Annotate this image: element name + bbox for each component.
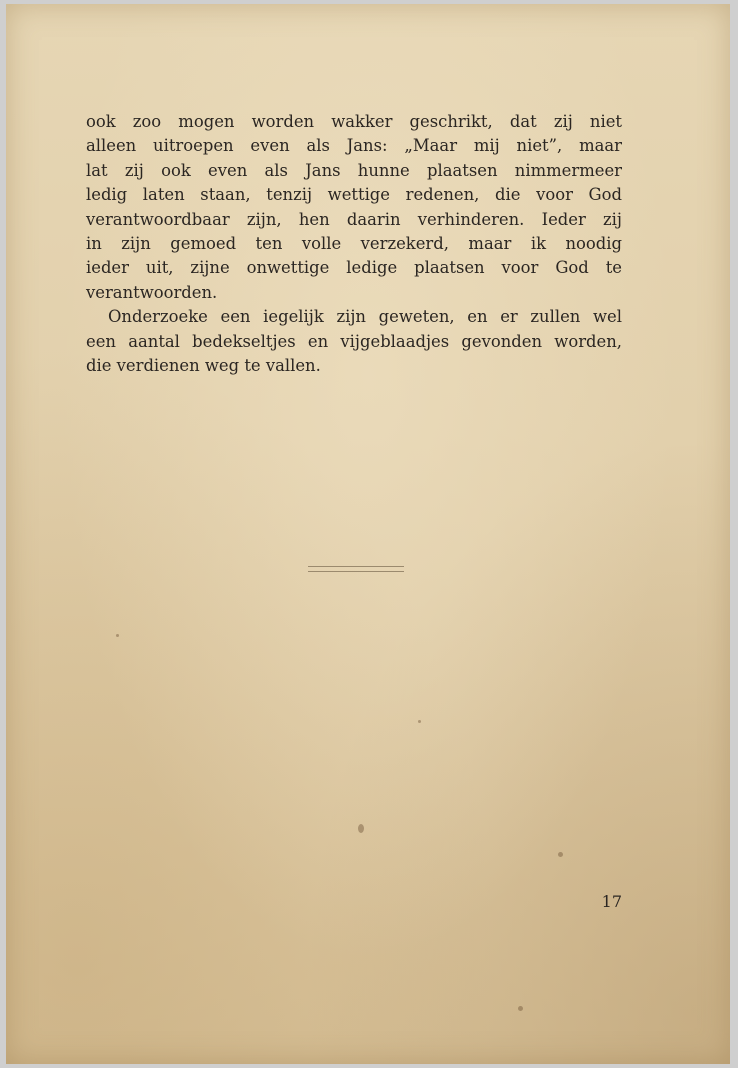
book-page	[6, 4, 730, 1064]
text-line: ledig laten staan, tenzij wettige redenen, die voor God	[86, 185, 622, 205]
paper-speck	[418, 720, 421, 723]
text-line: ook zoo mogen worden wakker geschrikt, dat zij niet	[86, 112, 622, 131]
text-line: verantwoordbaar zijn, hen daarin verhinderen. Ieder zij	[86, 209, 622, 229]
text-line: die verdienen weg te vallen.	[86, 356, 321, 376]
paragraph-2	[86, 305, 622, 378]
text-line: verantwoorden.	[86, 282, 218, 302]
paragraph-1	[86, 110, 622, 305]
text-line: alleen uitroepen even als Jans: „Maar mij niet”, maar	[86, 136, 622, 156]
paper-speck	[518, 1006, 523, 1011]
page-number: 17	[601, 892, 622, 911]
text-line: lat zij ook even als Jans hunne plaatsen nimmermeer	[86, 160, 622, 180]
section-divider	[308, 566, 404, 572]
text-line: Onderzoeke een iegelijk zijn geweten, en er zullen wel	[108, 307, 622, 327]
paper-speck	[116, 634, 119, 637]
paper-speck	[558, 852, 563, 857]
text-line: ieder uit, zijne onwettige ledige plaatsen voor God te	[86, 258, 622, 278]
text-line: een aantal bedekseltjes en vijgeblaadjes gevonden worden,	[86, 331, 622, 351]
body-text	[86, 110, 622, 378]
text-line: in zijn gemoed ten volle verzekerd, maar ik noodig	[86, 234, 622, 254]
paper-speck	[358, 824, 364, 833]
